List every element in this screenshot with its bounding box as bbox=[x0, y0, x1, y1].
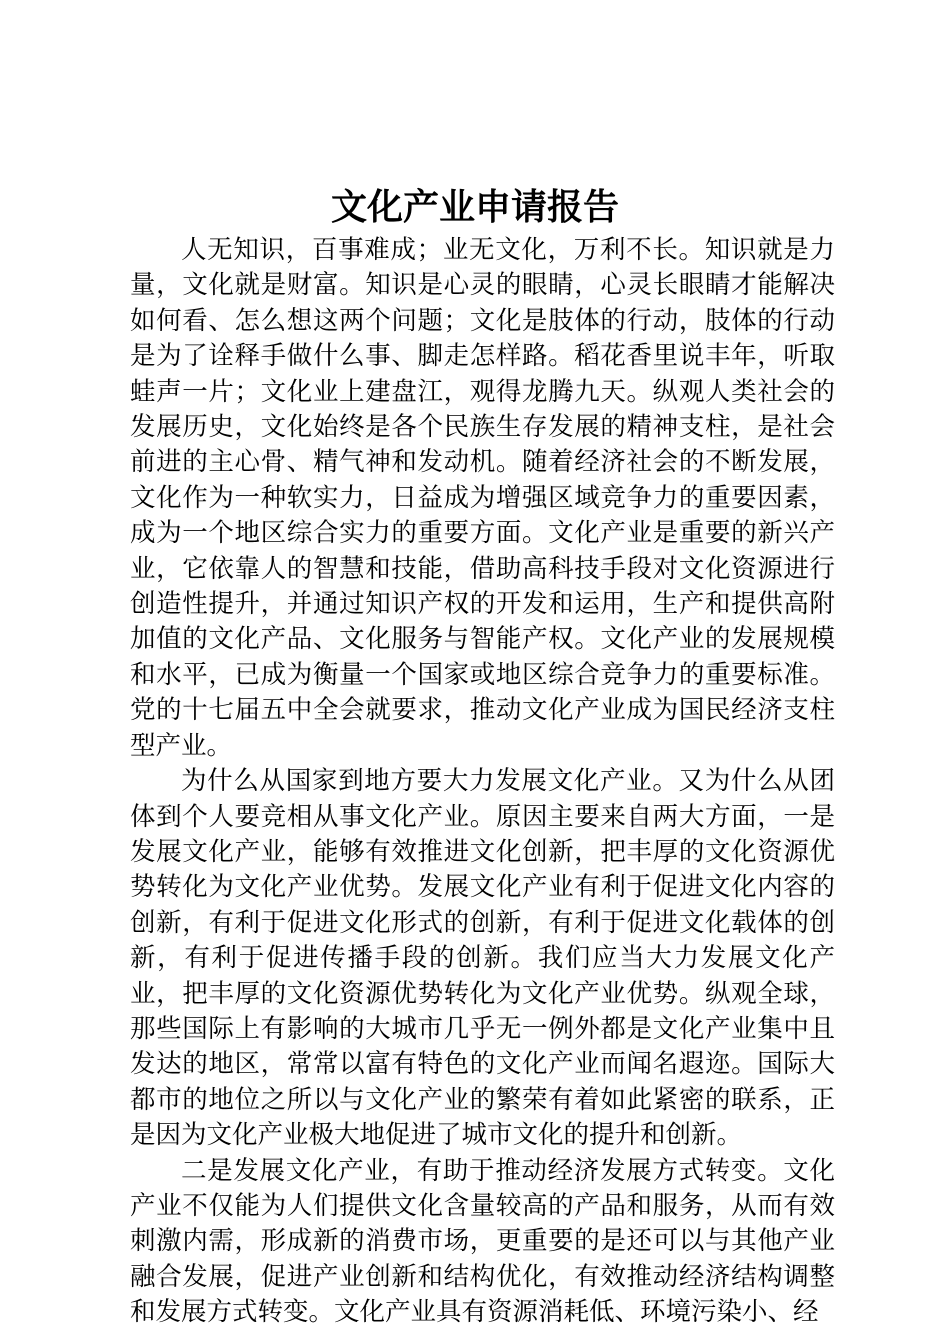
paragraph-1: 人无知识，百事难成；业无文化，万利不长。知识就是力量，文化就是财富。知识是心灵的眼睛，心灵长眼睛才能解决如何看、怎么想这两个问题；文化是肢体的行动，肢体的行动是为了诠释手做什么事、脚走怎样路。稻花香里说丰年，听取蛙声一片；文化业上建盘江，观得龙腾九天。纵观人类社会的发展历史，文化始终是各个民族生存发展的精神支柱，是社会前进的主心骨、精气神和发动机。随着经济社会的不断发展，文化作为一种软实力，日益成为增强区域竞争力的重要因素，成为一个地区综合实力的重要方面。文化产业是重要的新兴产业，它依靠人的智慧和技能，借助高科技手段对文化资源进行创造性提升，并通过知识产权的开发和运用，生产和提供高附加值的文化产品、文化服务与智能产权。文化产业的发展规模和水平，已成为衡量一个国家或地区综合竞争力的重要标准。党的十七届五中全会就要求，推动文化产业成为国民经济支柱型产业。 bbox=[130, 235, 835, 761]
document-title: 文化产业申请报告 bbox=[330, 187, 619, 228]
document-body bbox=[130, 233, 835, 1331]
paragraph-2: 为什么从国家到地方要大力发展文化产业。又为什么从团体到个人要竞相从事文化产业。原因主要来自两大方面，一是发展文化产业，能够有效推进文化创新，把丰厚的文化资源优势转化为文化产业优势。发展文化产业有利于促进文化内容的创新，有利于促进文化形式的创新，有利于促进文化载体的创新，有利于促进传播手段的创新。我们应当大力发展文化产业，把丰厚的文化资源优势转化为文化产业优势。纵观全球，那些国际上有影响的大城市几乎无一例外都是文化产业集中且发达的地区，常常以富有特色的文化产业而闻名遐迩。国际大都市的地位之所以与文化产业的繁荣有着如此紧密的联系，正是因为文化产业极大地促进了城市文化的提升和创新。 bbox=[130, 766, 835, 1151]
paragraph-3: 二是发展文化产业，有助于推动经济发展方式转变。文化产业不仅能为人们提供文化含量较高的产品和服务，从而有效刺激内需，形成新的消费市场，更重要的是还可以与其他产业融合发展，促进产业创新和结构优化，有效推动经济结构调整和发展方式转变。文化产业具有资源消耗低、环境污染小、经 bbox=[130, 1155, 835, 1328]
